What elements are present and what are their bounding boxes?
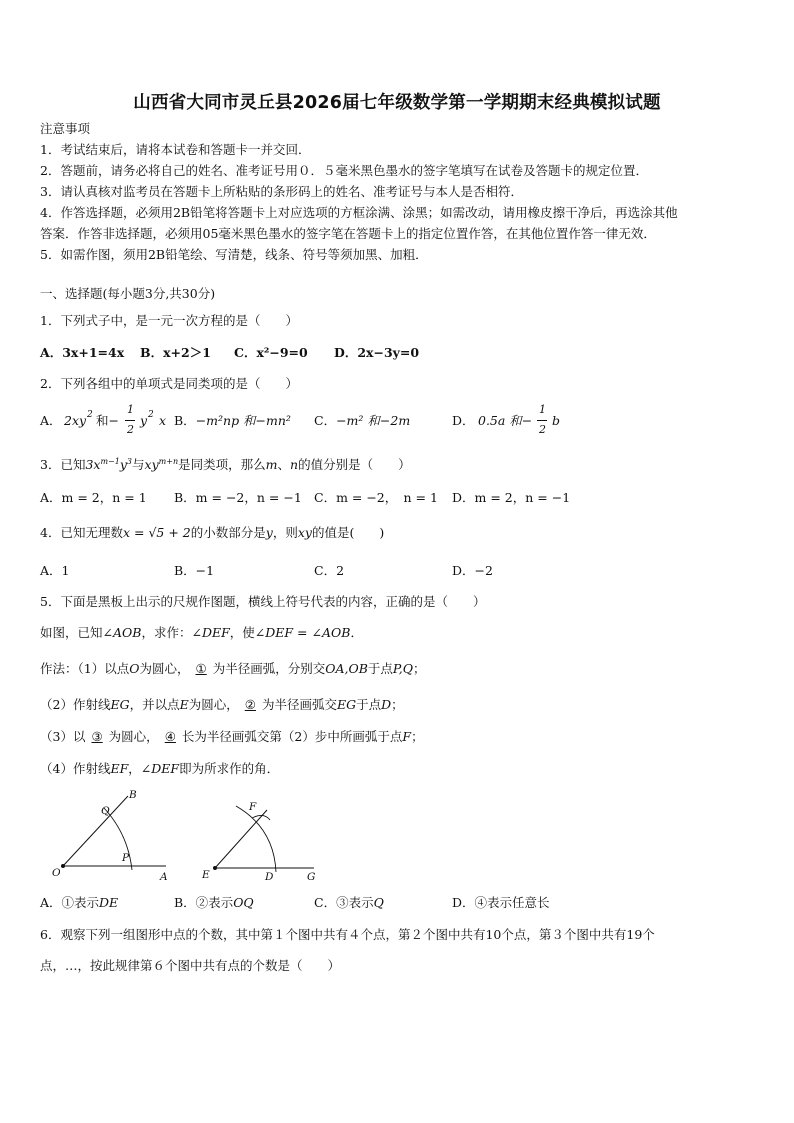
q3-expr1: 3x <box>85 457 101 473</box>
q2-a-label: A． <box>40 413 62 428</box>
question-6-line-2: 点，…，按此规律第６个图中共有点的个数是（ ） <box>40 958 341 973</box>
q2-d-frac-num: 1 <box>539 403 546 416</box>
q5-step2-post2: 于点 <box>356 697 382 712</box>
q5-option-b <box>174 895 254 911</box>
notice-heading: 注意事项 <box>40 121 91 136</box>
q4-stem-mid: 的小数部分是 <box>190 525 266 540</box>
q5-step-4 <box>40 761 279 777</box>
label-q: Q <box>101 805 110 817</box>
q5-given-angle2: ∠DEF <box>191 625 230 640</box>
q3-mid: 与 <box>132 457 145 473</box>
q5-step1-pts: P,Q <box>392 661 414 676</box>
label-p: P <box>122 852 130 864</box>
q5-blank-1: ① <box>195 661 207 676</box>
notice-item: 1．考试结束后，请将本试卷和答题卡一并交回． <box>40 142 311 157</box>
q4-y: y <box>265 525 273 540</box>
q4-stem-pre: 4．已知无理数 <box>40 525 123 540</box>
q3-stem-post: 是同类项，那么 <box>178 457 266 473</box>
notice-item: 答案．作答非选择题，必须用05毫米黑色墨水的签字笔在答题卡上的指定位置作答，在其他位置作答一律无效． <box>40 226 656 241</box>
q2-d-term2: b <box>552 413 561 428</box>
q5-step4-pre: （4）作射线 <box>40 761 111 776</box>
q2-option-c <box>314 413 410 429</box>
notice-item: 3．请认真核对监考员在答题卡上所粘贴的条形码上的姓名、准考证号与本人是否相符． <box>40 184 523 199</box>
q5-a-label: A．①表示 <box>40 895 100 910</box>
q5-step1-post: 为半径画弧，分别交 <box>212 661 326 676</box>
q5-step4-ef: EF <box>110 761 129 776</box>
q5-step-1 <box>40 661 426 677</box>
label-a: A <box>160 871 168 882</box>
q5-step2-eg: EG <box>110 697 130 712</box>
q5-step3-post: 长为半径画弧交第（2）步中所画弧于点 <box>181 729 403 744</box>
label-f: F <box>249 801 257 813</box>
q5-step3-f: F <box>402 729 412 744</box>
q3-expr1-exp: m−1 <box>100 457 120 466</box>
q5-step3-end: ； <box>411 729 424 744</box>
q5-c-label: C．③表示 <box>314 895 374 910</box>
question-3-stem <box>40 454 411 473</box>
q4-option-b: B．−1 <box>174 563 215 578</box>
label-g: G <box>307 871 316 883</box>
q2-d-frac-den: 2 <box>539 423 546 436</box>
q3-stem-pre: 3．已知 <box>40 457 86 473</box>
q5-c-math: Q <box>373 895 384 910</box>
label-e: E <box>202 869 210 881</box>
q5-given-mid: ，求作： <box>141 625 192 640</box>
q5-given-angle: ∠AOB <box>102 625 142 640</box>
q5-step2-d: D <box>381 697 392 712</box>
q2-d-frac-bar <box>537 420 547 421</box>
q5-step1-post2: 于点 <box>367 661 393 676</box>
q2-option-b <box>174 413 291 429</box>
q4-option-a: A．1 <box>40 563 70 578</box>
q5-given-mid2: ，使 <box>229 625 255 640</box>
q2-a-frac-num: 1 <box>127 403 134 416</box>
ray-ef <box>215 810 267 868</box>
q5-option-c <box>314 895 384 911</box>
q4-stem-mid2: ，则 <box>272 525 298 540</box>
notice-item: 2．答题前，请务必将自己的姓名、准考证号用０．５毫米黑色墨水的签字笔填写在试卷及答题卡的规定位置． <box>40 163 648 178</box>
q2-a-frac-bar <box>125 420 135 421</box>
q3-n: n <box>290 457 299 473</box>
label-d: D <box>265 871 274 883</box>
question-4-stem <box>40 525 384 541</box>
q4-option-c: C．2 <box>314 563 345 578</box>
q1-option-b: B．x+2＞1 <box>140 345 211 360</box>
q5-step2-eg2: EG <box>336 697 357 712</box>
section-heading: 一、选择题(每小题3分,共30分) <box>40 286 216 301</box>
q3-option-c: C．m = −2， n = 1 <box>314 490 438 505</box>
page-title: 山西省大同市灵丘县2026届七年级数学第一学期期末经典模拟试题 <box>133 93 661 113</box>
q5-b-label: B．②表示 <box>174 895 234 910</box>
ray-ob <box>63 796 128 866</box>
question-1-stem: 1．下列式子中，是一元一次方程的是（ ） <box>40 313 298 328</box>
q5-b-math: OQ <box>233 895 254 910</box>
q5-step2-post: 为半径画弧交 <box>261 697 337 712</box>
q5-step1-o: O <box>129 661 140 676</box>
q5-step2-end: ； <box>391 697 404 712</box>
q5-given-end: ． <box>350 625 363 640</box>
q2-a-and: 和− <box>96 413 119 428</box>
q2-c-label: C． <box>314 413 337 428</box>
q5-step3-mid: 为圆心， <box>108 729 159 744</box>
q5-step2-mid2: 为圆心， <box>188 697 239 712</box>
q5-step3-pre: （3）以 <box>40 729 86 744</box>
q1-option-d: D．2x−3y=0 <box>334 345 420 360</box>
q5-given-eq: ∠DEF = ∠AOB <box>254 625 351 640</box>
q2-a-term1: 2xy <box>64 413 87 428</box>
q2-d-label: D． <box>452 413 475 428</box>
q5-step-2 <box>40 697 404 713</box>
q1-option-a: A．3x+1=4x <box>40 345 125 360</box>
question-6-line-1: 6．观察下列一组图形中点的个数，其中第１个图中共有４个点，第２个图中共有10个点，第３个图中共有19个 <box>40 927 655 942</box>
q3-sep: 、 <box>277 457 290 473</box>
question-5-stem: 5．下面是黑板上出示的尺规作图题，横线上符号代表的内容，正确的是（ ） <box>40 594 486 609</box>
q5-d-label: D．④表示任意长 <box>452 895 550 910</box>
q5-step1-pre: 作法：（1）以点 <box>40 661 130 676</box>
point-e <box>213 866 217 870</box>
q4-option-d: D．−2 <box>452 563 493 578</box>
q3-tail: 的值分别是（ ） <box>298 457 411 473</box>
q5-step2-e: E <box>179 697 189 712</box>
q5-step-3 <box>40 729 424 745</box>
q4-xy: xy <box>297 525 312 540</box>
q5-step4-post: 即为所求作的角． <box>179 761 280 776</box>
notice-item: 5．如需作图，须用2B铅笔绘、写清楚，线条、符号等须加黑、加粗． <box>40 247 428 262</box>
q2-b-label: B． <box>174 413 196 428</box>
q5-option-a <box>40 895 118 911</box>
q5-step1-end: ； <box>413 661 426 676</box>
q5-given-pre: 如图，已知 <box>40 625 103 640</box>
q2-option-d <box>452 403 592 439</box>
q2-a-frac-den: 2 <box>127 423 134 436</box>
q3-option-d: D．m = 2，n = −1 <box>452 490 571 505</box>
q5-step2-mid: ，并以点 <box>129 697 180 712</box>
question-2-stem: 2．下列各组中的单项式是同类项的是（ ） <box>40 376 298 391</box>
q3-expr1-y: y <box>119 457 127 473</box>
q5-step1-mid: 为圆心， <box>139 661 190 676</box>
label-o: O <box>52 867 61 879</box>
q3-option-b: B．m = −2，n = −1 <box>174 490 302 505</box>
q5-given <box>40 625 363 641</box>
notice-item: 4．作答选择题，必须用2B铅笔将答题卡上对应选项的方框涂满、涂黑；如需改动，请用橡皮擦干净后，再选涂其他 <box>40 205 678 220</box>
q3-expr2-exp: m+n <box>158 457 179 466</box>
q2-a-exp2: 2 <box>148 410 154 420</box>
q3-m: m <box>265 457 278 473</box>
q2-a-term3: x <box>159 413 167 428</box>
q5-figure-angle-aob <box>48 786 188 882</box>
q5-step4-mid: ， <box>128 761 141 776</box>
q5-blank-3: ③ <box>91 729 103 744</box>
q5-step1-rays: OA,OB <box>325 661 368 676</box>
q2-b-text: −m²np 和−mn² <box>195 413 291 428</box>
q2-d-term1: 0.5a 和− <box>478 413 533 428</box>
q5-figure-angle-def <box>196 796 326 884</box>
q1-option-c: C．x²−9=0 <box>234 345 308 360</box>
q5-step4-angle: ∠DEF <box>140 761 180 776</box>
q2-c-text: −m² 和−2m <box>336 413 411 428</box>
q5-blank-2: ② <box>244 697 256 712</box>
q5-option-d <box>452 895 550 911</box>
q5-a-math: DE <box>99 895 119 910</box>
q2-a-exp1: 2 <box>87 410 93 420</box>
label-b: B <box>129 789 137 801</box>
point-o <box>61 864 65 868</box>
q3-expr2: xy <box>144 457 159 473</box>
q3-option-a: A．m = 2，n = 1 <box>40 490 147 505</box>
q4-expr: x = √5 + 2 <box>122 525 191 540</box>
q3-expr1-yexp: 3 <box>126 457 133 466</box>
q2-a-term2: y <box>140 413 148 428</box>
q4-stem-post: 的值是( ) <box>311 525 385 540</box>
q5-step2-pre: （2）作射线 <box>40 697 111 712</box>
q5-blank-4: ④ <box>164 729 176 744</box>
